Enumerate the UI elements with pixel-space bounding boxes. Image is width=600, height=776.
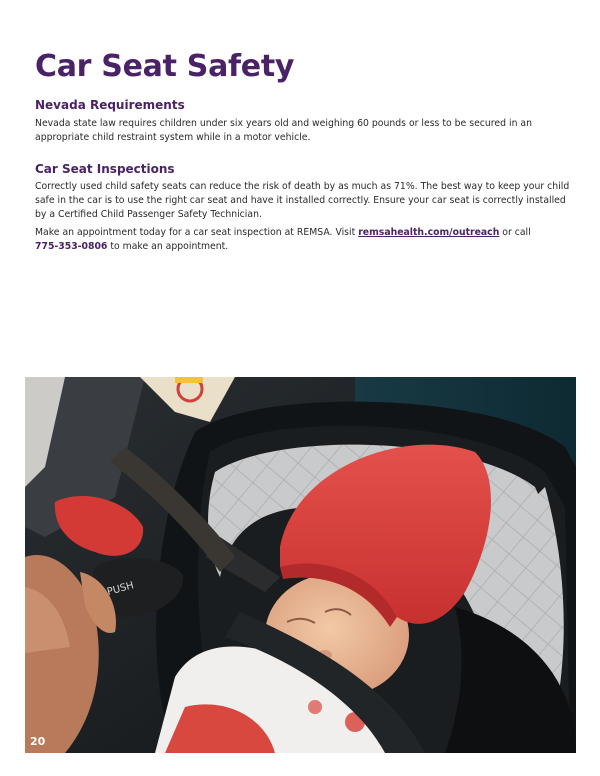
appointment-text-outro: to make an appointment. [107, 241, 229, 252]
buckle-push-label: PUSH [105, 580, 136, 598]
section-heading-car-seat-inspections: Car Seat Inspections [35, 162, 175, 176]
phone-number[interactable]: 775-353-0806 [35, 241, 108, 252]
appointment-text-intro: Make an appointment today for a car seat inspection at REMSA. Visit [35, 227, 359, 238]
nevada-requirements-text: Nevada state law requires children under six years old and weighing 60 pounds or less to be secured in an appropriate child restraint system while in a motor vehicle. [35, 118, 533, 143]
appointment-text-or-call: or call [499, 227, 531, 238]
car-seat-inspections-text: Correctly used child safety seats can reduce the risk of death by as much as 71%. The best way to keep your child safe in the car is to use the right car seat and have it installed correctly. Ensure your car seat is correctly installed by a Certified Child Passenger Safety Technician. [35, 181, 570, 220]
appointment-text [35, 226, 570, 254]
outreach-link[interactable]: remsahealth.com/outreach [358, 227, 500, 238]
car-seat-photo-illustration [25, 377, 576, 753]
page-number: 20 [30, 735, 46, 748]
car-seat-photo [25, 377, 576, 753]
page-title: Car Seat Safety [35, 49, 295, 84]
section-heading-nevada-requirements: Nevada Requirements [35, 98, 185, 112]
